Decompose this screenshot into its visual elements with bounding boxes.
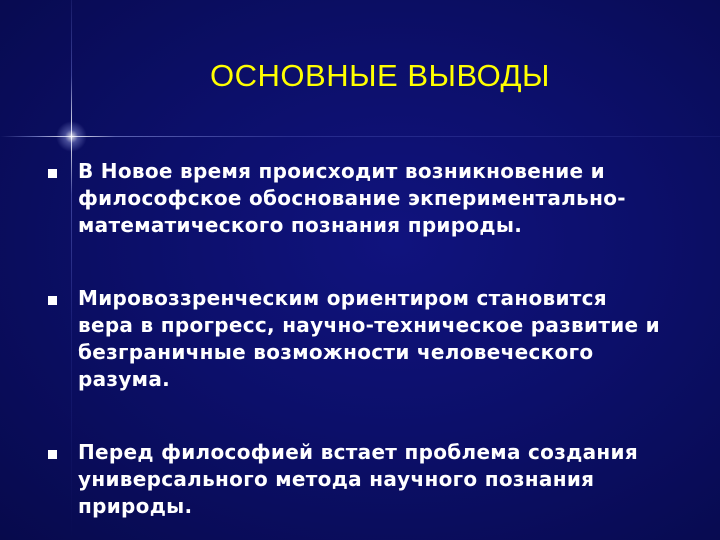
- bullet-line: универсального метода научного познания: [78, 467, 595, 491]
- bullet-line: вера в прогресс, научно-техническое развитие и: [78, 313, 660, 337]
- bullet-text: [78, 439, 638, 520]
- sparkle-star-icon: [56, 121, 87, 152]
- bullet-text: [78, 285, 660, 393]
- bullet-line: природы.: [78, 494, 193, 518]
- bullet-line: математического познания природы.: [78, 213, 523, 237]
- bullet-item: [48, 439, 638, 520]
- slide-title: ОСНОВНЫЕ ВЫВОДЫ: [210, 58, 550, 93]
- bullet-line: В Новое время происходит возникновение и: [78, 159, 605, 183]
- bullet-item: [48, 158, 626, 239]
- bullet-item: [48, 285, 660, 393]
- bullet-square-icon: [48, 169, 57, 178]
- bullet-line: разума.: [78, 367, 171, 391]
- bullet-square-icon: [48, 296, 57, 305]
- bullet-line: философское обоснование экпериментально-: [78, 186, 626, 210]
- bullet-square-icon: [48, 450, 57, 459]
- bullet-line: Перед философией встает проблема создания: [78, 440, 638, 464]
- bullet-line: безграничные возможности человеческого: [78, 340, 594, 364]
- sparkle-line-horizontal: [0, 136, 720, 137]
- bullet-line: Мировоззренческим ориентиром становится: [78, 286, 607, 310]
- bullet-text: [78, 158, 626, 239]
